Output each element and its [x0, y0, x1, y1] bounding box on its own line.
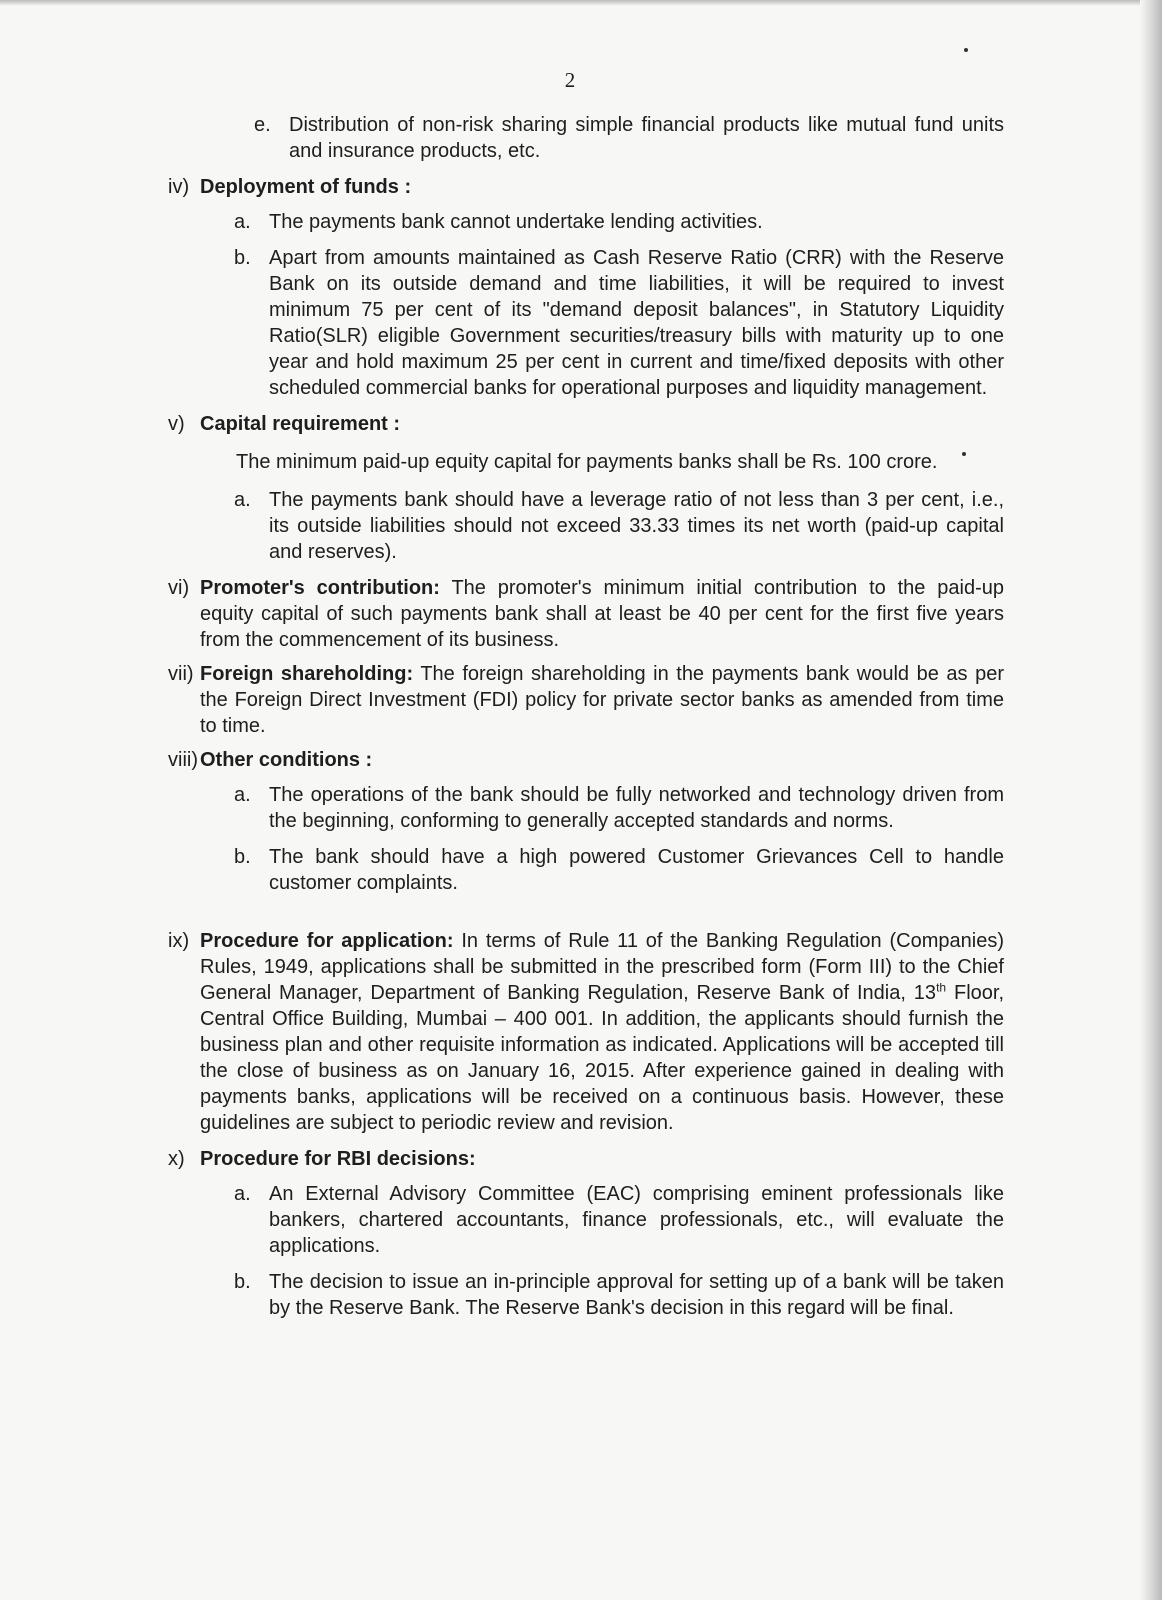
section-viii	[168, 747, 1004, 773]
section-x	[168, 1146, 1004, 1172]
section-paragraph: The minimum paid-up equity capital for payments banks shall be Rs. 100 crore.	[236, 451, 938, 473]
item-text: Distribution of non-risk sharing simple financial products like mutual fund units and insurance products, etc.	[289, 114, 1004, 162]
section-number: iv)	[168, 176, 190, 198]
item-text: Apart from amounts maintained as Cash Reserve Ratio (CRR) with the Reserve Bank on its outside demand and time liabilities, it will be required to invest minimum 75 per cent of its "demand deposit balances", in Statutory Liquidity Ratio(SLR) eligible Government securities/treasury bills with maturity up to one year and hold maximum 25 per cent in current and time/fixed deposits with other scheduled commercial banks for operational purposes and liquidity management.	[269, 247, 1004, 399]
section-vi	[168, 575, 1004, 653]
section-iv	[168, 174, 1004, 200]
list-item-e	[254, 112, 1004, 164]
section-number: viii)	[168, 749, 198, 771]
list-item	[234, 1181, 1004, 1259]
item-text: An External Advisory Committee (EAC) comprising eminent professionals like bankers, chartered accountants, finance professionals, etc., will evaluate the applications.	[269, 1183, 1004, 1257]
section-number: x)	[168, 1148, 185, 1170]
list-item	[234, 1269, 1004, 1321]
item-letter: a.	[234, 784, 251, 806]
section-ix	[168, 928, 1004, 1136]
item-letter: e.	[254, 114, 271, 136]
section-text: In terms of Rule 11 of the Banking Regulation (Companies) Rules, 1949, applications shall be submitted in the prescribed form (Form III) to the Chief General Manager, Department of Banking Regulation, Reserve Bank of India, 13	[200, 930, 1004, 1004]
section-title: Deployment of funds :	[200, 176, 412, 198]
section-number: vi)	[168, 577, 190, 599]
item-letter: b.	[234, 247, 251, 269]
item-text: The operations of the bank should be fully networked and technology driven from the beginning, conforming to generally accepted standards and norms.	[269, 784, 1004, 832]
section-title: Capital requirement :	[200, 413, 401, 435]
section-number: v)	[168, 413, 185, 435]
section-number: vii)	[168, 663, 194, 685]
item-text: The decision to issue an in-principle approval for setting up of a bank will be taken by the Reserve Bank. The Reserve Bank's decision in this regard will be final.	[269, 1271, 1004, 1319]
document-body	[168, 112, 1004, 1331]
list-item	[234, 209, 1004, 235]
item-letter: a.	[234, 211, 251, 233]
scan-top-edge	[0, 0, 1162, 6]
list-item	[234, 844, 1004, 896]
section-title: Promoter's contribution:	[200, 577, 440, 599]
superscript: th	[936, 980, 947, 995]
section-number: ix)	[168, 930, 190, 952]
item-letter: b.	[234, 846, 251, 868]
scan-speck	[964, 48, 968, 52]
item-letter: a.	[234, 489, 251, 511]
section-title: Other conditions :	[200, 749, 373, 771]
item-text: The payments bank should have a leverage ratio of not less than 3 per cent, i.e., its outside liabilities should not exceed 33.33 times its net worth (paid-up capital and reserves).	[269, 489, 1004, 563]
section-title: Procedure for RBI decisions:	[200, 1148, 476, 1170]
item-letter: b.	[234, 1271, 251, 1293]
page-number: 2	[564, 68, 576, 92]
list-item	[234, 487, 1004, 565]
section-title: Foreign shareholding:	[200, 663, 414, 685]
item-text: The bank should have a high powered Customer Grievances Cell to handle customer complaints.	[269, 846, 1004, 894]
section-text: The promoter's minimum initial contribution to the paid-up equity capital of such payments bank shall at least be 40 per cent for the first five years from the commencement of its business.	[200, 577, 1004, 651]
section-text: The foreign shareholding in the payments bank would be as per the Foreign Direct Investment (FDI) policy for private sector banks as amended from time to time.	[200, 663, 1004, 737]
section-v	[168, 411, 1004, 437]
section-title: Procedure for application:	[200, 930, 454, 952]
section-text-continued: Floor, Central Office Building, Mumbai – 400 001. In addition, the applicants should furnish the business plan and other requisite information as indicated. Applications will be accepted till the close of business as on January 16, 2015. After experience gained in dealing with payments banks, applications will be received on a continuous basis. However, these guidelines are subject to periodic review and revision.	[200, 982, 1004, 1134]
list-item	[234, 245, 1004, 401]
list-item	[234, 782, 1004, 834]
scan-right-edge	[1140, 0, 1162, 1600]
section-vii	[168, 661, 1004, 739]
item-text: The payments bank cannot undertake lending activities.	[269, 211, 763, 233]
item-letter: a.	[234, 1183, 251, 1205]
